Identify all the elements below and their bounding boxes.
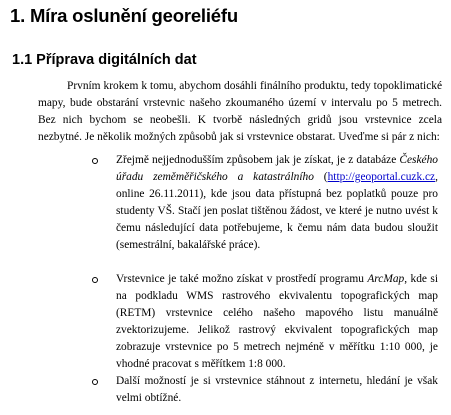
list-item-text xyxy=(116,152,438,254)
item-text-part: Vrstevnice je také možno získat v prostředí programu xyxy=(116,273,368,285)
list-item-text: Další možností je si vrstevnice stáhnout z internetu, hledání je však velmi obtížné. xyxy=(116,375,438,404)
intro-paragraph: Prvním krokem k tomu, abychom dosáhli finálního produktu, tedy topoklimatické mapy, bude obstarání vrstevnic našeho zkoumaného území v intervalu po 5 metrech. Bez nich bychom se neobešli. K tvorbě následných gridů jsou vrstevnice zcela nezbytné. Je několik možných způsobů jak si vrstevnice obstarat. Uveďme si pár z nich: xyxy=(38,80,442,143)
list-item-text xyxy=(116,271,438,373)
section-heading: 1.1 Příprava digitálních dat xyxy=(12,52,197,68)
program-name: ArcMap xyxy=(367,273,405,285)
item-text-part: , kde si na podkladu WMS rastrového ekvivalentu topografických map (RETM) vrstevnice celého našeho mapového listu manuálně zvektorizujeme. Jelikož rastrový ekvivalent topografických map zobrazuje vrstevnice po 5 metrech nejméně v měřítku 1:10 000, je vhodné pracovat s měřítkem 1:8 000. xyxy=(116,273,439,370)
chapter-heading: 1. Míra oslunění georeliéfu xyxy=(10,5,238,26)
hollow-bullet-icon xyxy=(92,277,98,283)
item-text-part: Zřejmě nejjednodušším způsobem jak je získat, je z databáze xyxy=(116,154,400,166)
hollow-bullet-icon xyxy=(92,379,98,385)
hollow-bullet-icon xyxy=(92,158,98,164)
item-text-part: ( xyxy=(313,171,328,183)
geoportal-link[interactable]: http://geoportal.cuzk.cz xyxy=(327,171,436,183)
office-name: Českého úřadu zeměměřičského a katastrálního xyxy=(116,154,438,183)
item-text-part: , online 26.11.2011), kde jsou data přístupná bez poplatků pouze pro studenty VŠ. Stačí jen poslat tištěnou žádost, ve které je nutno uvést k čemu následující data potřebujeme, k čemu nám data budou sloužit (semestrální, bakalářské práce). xyxy=(116,171,438,251)
